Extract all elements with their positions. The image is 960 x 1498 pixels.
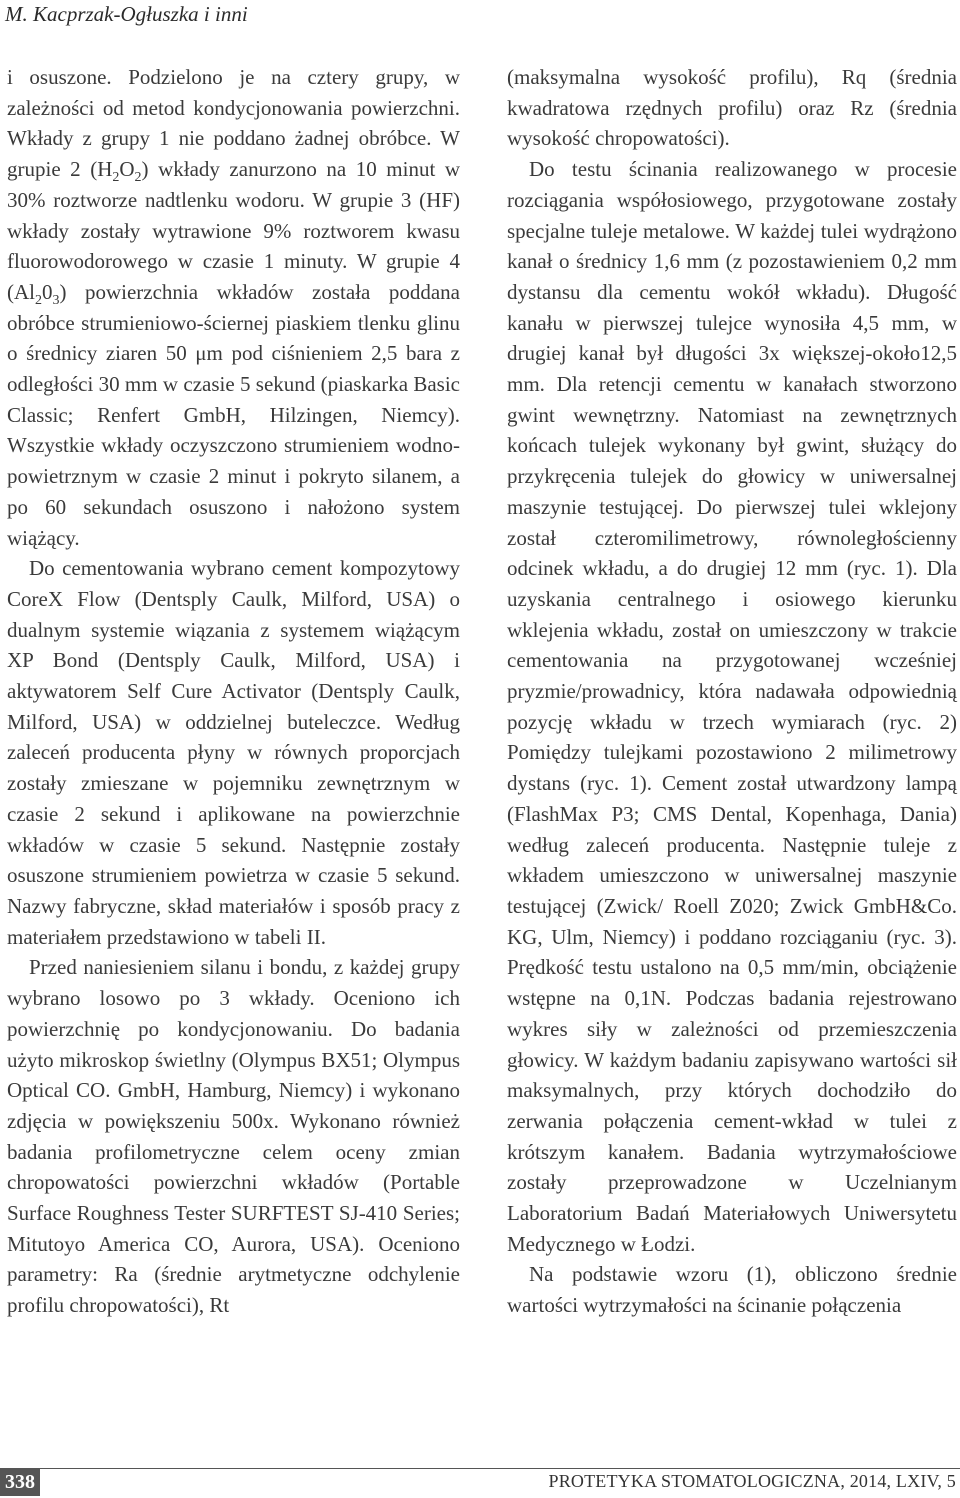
- text-span: ) wkłady zanurzono na 10 minut w 30% roztworze nadtlenku wodoru. W grupie 3 (HF) wkłady zostały wytrawione 9% roztworem kwasu fluorowodorowego w czasie 1 minuty. W grupie 4 (Al: [7, 157, 460, 304]
- subscript: 2: [35, 292, 42, 308]
- text-span: 0: [42, 279, 53, 304]
- text-span: O: [119, 157, 135, 182]
- paragraph-formula-intro: Na podstawie wzoru (1), obliczono średnie wartości wytrzymałości na ścinanie połączenia: [507, 1262, 957, 1318]
- paragraph-shear-test: Do testu ścinania realizowanego w procesie rozciągania współosiowego, przygotowane zostały specjalne tuleje metalowe. W każdej tulei wydrążono kanał o średnicy 1,6 mm (z pozostawieniem 0,2 mm dystansu dla cementu wokół wkładu). Długość kanału w pierwszej tulejce wynosiła 4,5 mm, w drugiej kanał był długości 3x większej-około12,5 mm. Dla retencji cementu w kanałach stworzono gwint wewnętrzny. Natomiast na zewnętrznych końcach tulejek wykonany był gwint, służący do przykręcenia tulejek do głowicy w uniwersalnej maszynie testującej. Do pierwszej tulei wklejony został czteromilimetrowy, równoległościenny odcinek wkładu, a do drugiej 12 mm (ryc. 1). Dla uzyskania centralnego i osiowego kierunku wklejenia wkładu, został on umieszczony w trakcie cementowania na przygotowanej wcześniej pryzmie/prowadnicy, która nadawała odpowiednią pozycję wkładu w trzech wymiarach (ryc. 2) Pomiędzy tulejkami pozostawiono 2 milimetrowy dystans (ryc. 1). Cement został utwardzony lampą (FlashMax P3; CMS Dental, Kopenhaga, Dania) według zaleceń producenta. Następnie tuleje z wkładem umieszczono w uniwersalnej maszynie testującej (Zwick/ Roell Z020; Zwick GmbH&Co. KG, Ulm, Niemcy) i poddano rozciąganiu (ryc. 3). Prędkość testu ustalono na 0,5 mm/min, obciążenie wstępne na 0,1N. Podczas badania rejestrowano wykres siły w zależności od przemieszczenia głowicy. W każdym badaniu zapisywano wartości sił maksymalnych, przy których dochodziło do zerwania połączenia cement-wkład w tulei z krótszym kanałem. Badania wytrzymałościowe zostały przeprowadzone w Uczelnianym Laboratorium Badań Materiałowych Uniwersytetu Medycznego w Łodzi.: [507, 157, 957, 1256]
- paragraph-microscopy: Przed naniesieniem silanu i bondu, z każdej grupy wybrano losowo po 3 wkłady. Oceniono ich powierzchnię po kondycjonowaniu. Do badania użyto mikroskop świetlny (Olympus BX51; Olympus Optical CO. GmbH, Hamburg, Niemcy) i wykonano zdjęcia w powiększeniu 500x. Wykonano również badania profilometryczne celem oceny zmian chropowatości powierzchni wkładów (Portable Surface Roughness Tester SURFTEST SJ-410 Series; Mitutoyo America CO, Aurora, USA). Oceniono parametry: Ra (średnie arytmetyczne odchylenie profilu chropowatości), Rt: [7, 955, 460, 1318]
- subscript: 3: [52, 292, 60, 308]
- right-column: [507, 62, 957, 1321]
- text-span: ) powierzchnia wkładów została poddana obróbce strumieniowo-ściernej piaskiem tlenku glinu o średnicy ziaren 50 μm pod ciśnieniem 2,5 bara z odległości 30 mm w czasie 5 sekund (piaskarka Basic Classic; Renfert GmbH, Hilzingen, Niemcy). Wszystkie wkłady oczyszczono strumieniem wodno-powietrznym w czasie 2 minut i pokryto silanem, a po 60 sekundach osuszono i nałożono system wiążący.: [7, 279, 460, 550]
- page-number: 338: [0, 1469, 40, 1496]
- paragraph-surface-groups: [7, 62, 460, 553]
- subscript: 2: [134, 170, 142, 186]
- journal-footer: PROTETYKA STOMATOLOGICZNA, 2014, LXIV, 5: [548, 1471, 956, 1491]
- text-span: i osuszone. Podzielono je na cztery grupy, w zależności od metod kondycjonowania powierzchni. Wkłady z grupy 1 nie poddano żadnej obróbce. W grupie 2 (H: [7, 65, 460, 182]
- footer-divider: [0, 1468, 960, 1469]
- paragraph-cementation: Do cementowania wybrano cement kompozytowy CoreX Flow (Dentsply Caulk, Milford, USA) o dualnym systemie wiązania z systemem wiążącym XP Bond (Dentsply Caulk, Milford, USA) i aktywatorem Self Cure Activator (Dentsply Caulk, Milford, USA) w oddzielnej buteleczce. Według zaleceń producenta płyny w równych proporcjach zostały zmieszane w pojemniku zewnętrznym w czasie 2 sekund i aplikowane na powierzchnie wkładów w czasie 5 sekund. Następnie zostały osuszone strumieniem powietrza w czasie 5 sekund. Nazwy fabryczne, skład materiałów i sposób pracy z materiałem przedstawiono w tabeli II.: [7, 556, 460, 949]
- paragraph-roughness-params: (maksymalna wysokość profilu), Rq (średnia kwadratowa rzędnych profilu) oraz Rz (średnia wysokość chropowatości).: [507, 65, 957, 151]
- subscript: 2: [112, 170, 120, 186]
- running-header-authors: M. Kacprzak-Ogłuszka i inni: [5, 2, 248, 26]
- left-column: [7, 62, 460, 1321]
